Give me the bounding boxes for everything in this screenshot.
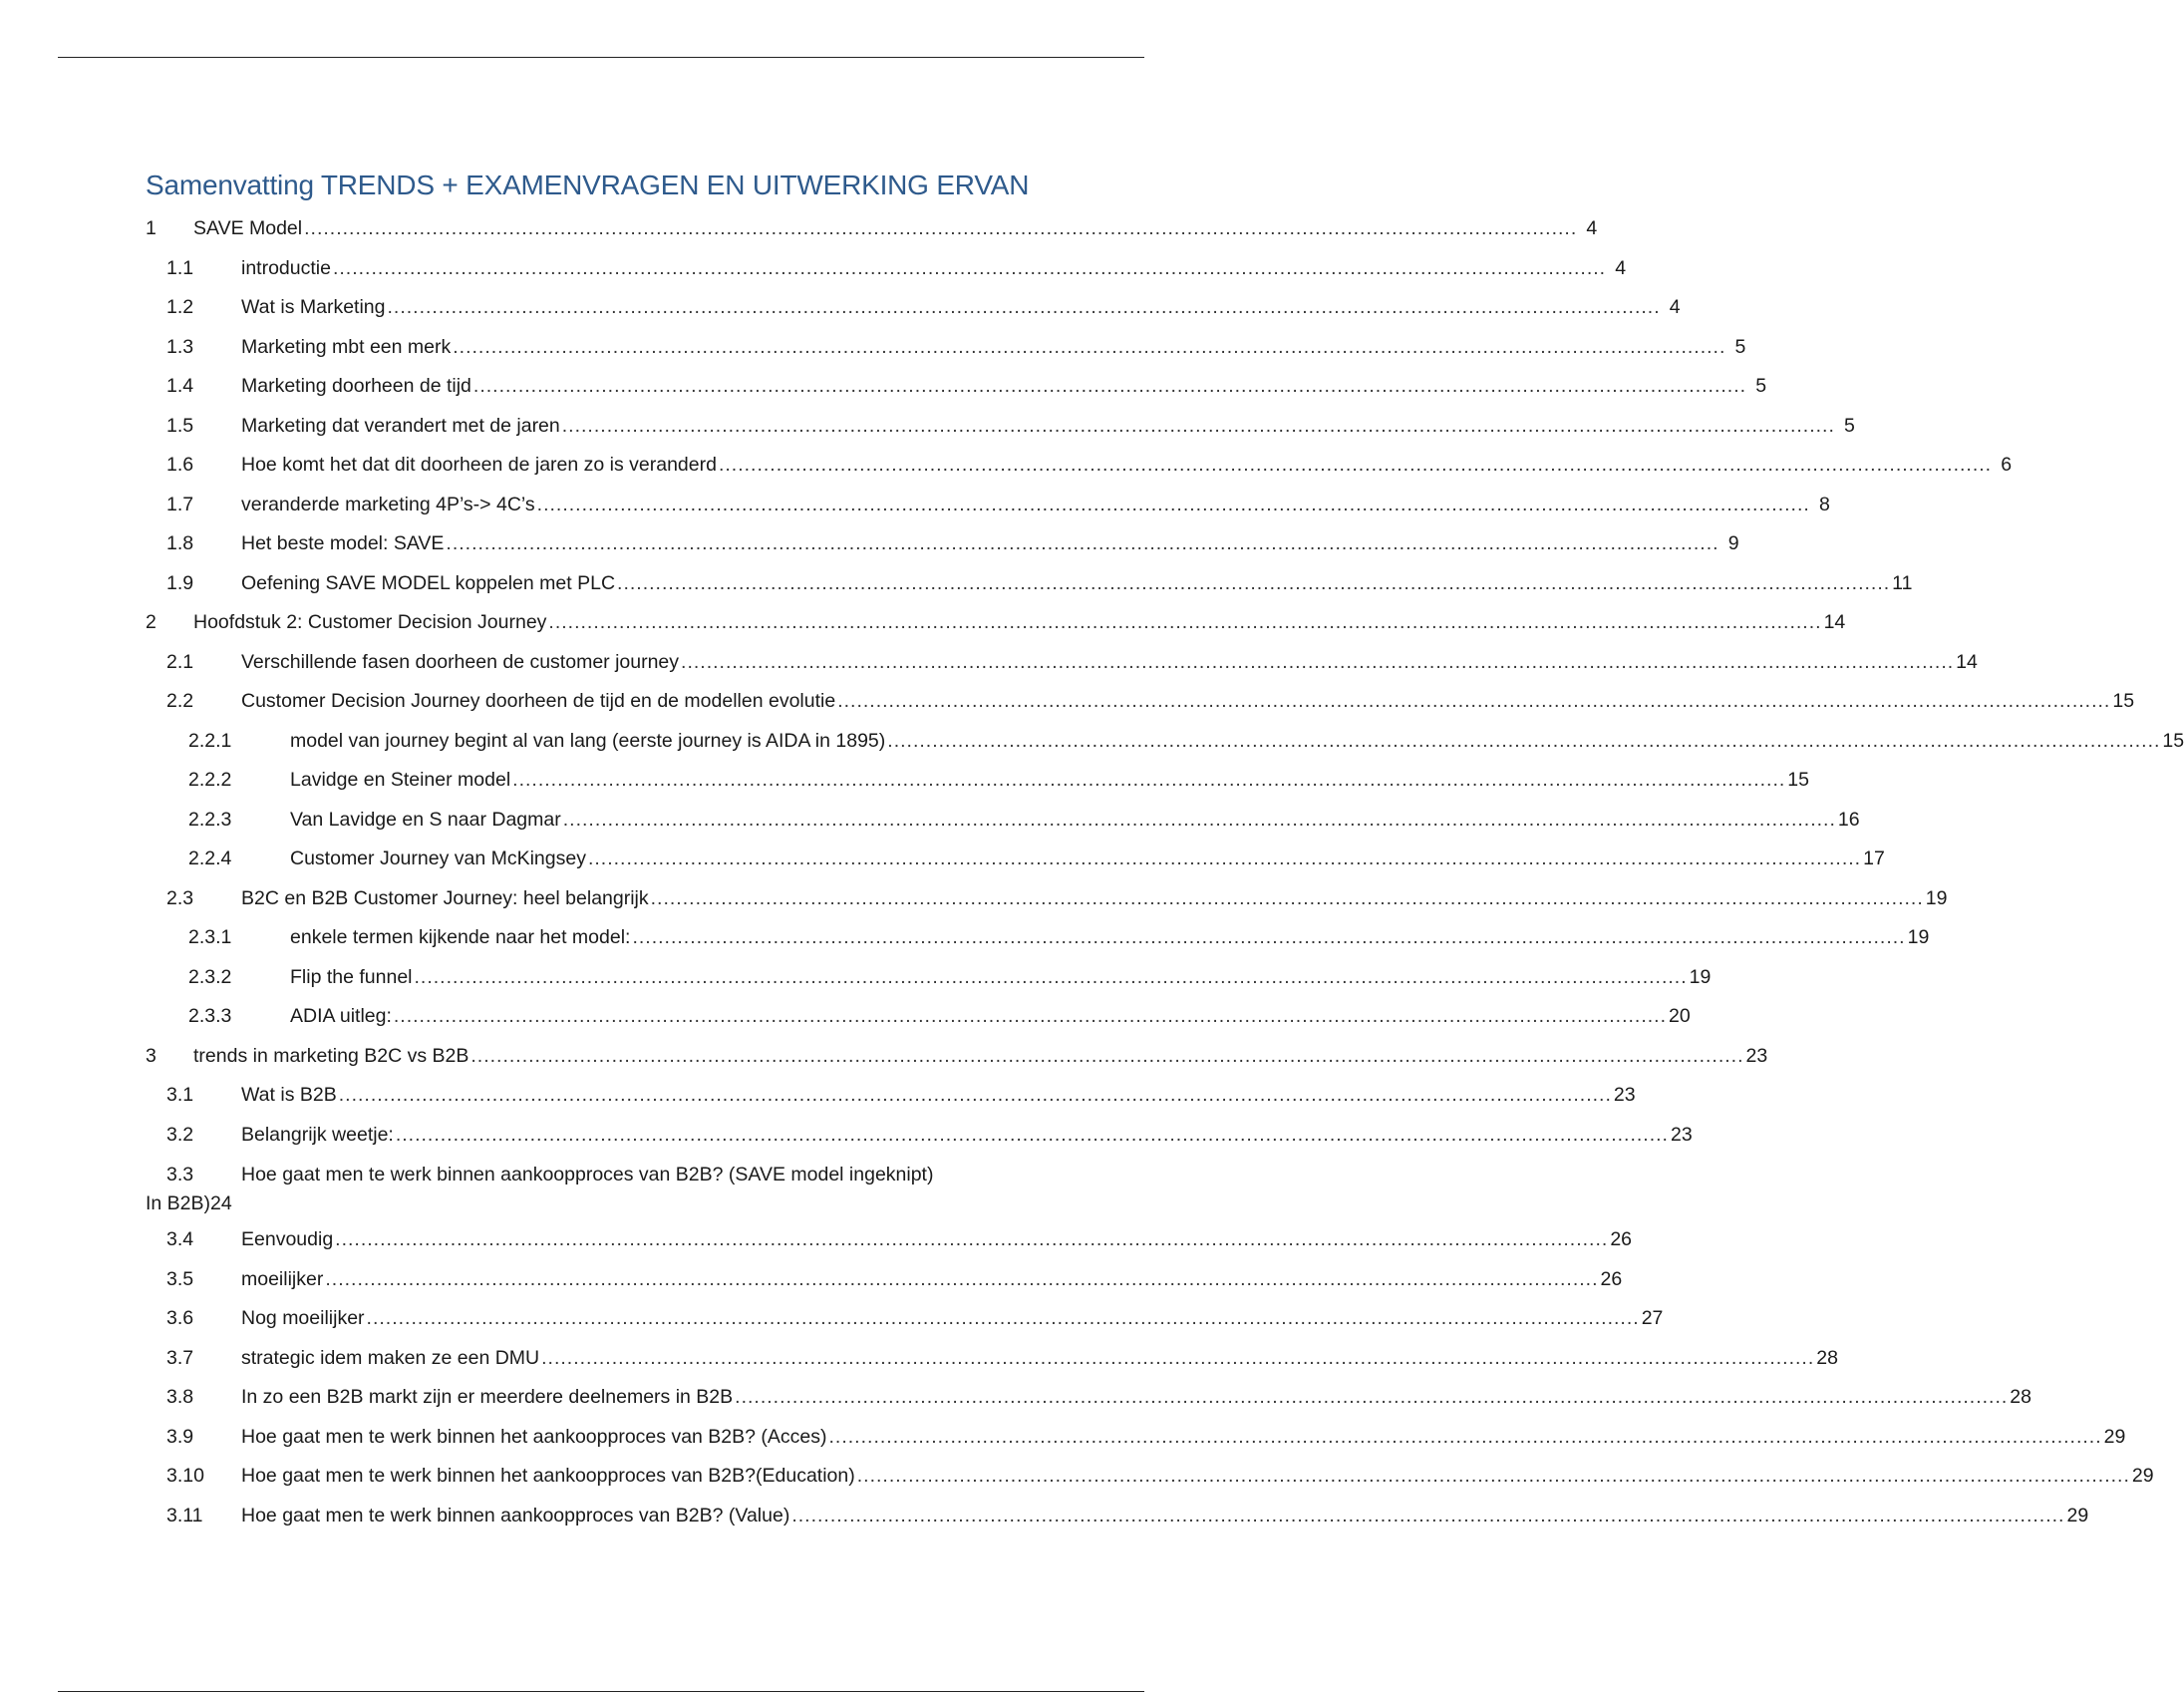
toc-entry-page: 5 — [1734, 335, 1746, 358]
toc-entry-page: 15 — [1787, 769, 1809, 791]
toc-entry-label: Customer Decision Journey doorheen de tijd en de modellen evolutie — [241, 690, 836, 712]
toc-entry-label: Customer Journey van McKingsey — [290, 848, 586, 869]
toc-dot-leader — [719, 446, 1992, 486]
toc-entry-number: 3 — [146, 1044, 156, 1067]
toc-entry[interactable] — [146, 997, 1691, 1037]
toc-entry-label: Hoe gaat men te werk binnen aankoopproces van B2B? (Value) — [241, 1504, 790, 1526]
toc-entry-page: 27 — [1641, 1307, 1664, 1329]
toc-entry[interactable] — [146, 486, 1830, 525]
toc-entry-page: 19 — [1925, 886, 1948, 909]
toc-entry[interactable] — [146, 958, 1712, 998]
toc-entry-page: 19 — [1907, 926, 1930, 948]
toc-entry-page: 5 — [1844, 414, 1855, 437]
toc-entry-label: Het beste model: SAVE — [241, 532, 445, 554]
toc-entries — [146, 209, 2184, 1535]
toc-dot-leader — [563, 801, 1836, 841]
toc-dot-leader — [537, 486, 1810, 525]
toc-entry-page: 23 — [1613, 1084, 1636, 1106]
toc-dot-leader — [651, 879, 1924, 919]
toc-dot-leader — [548, 603, 1821, 643]
toc-dot-leader — [333, 249, 1606, 289]
toc-entry-page: 17 — [1863, 848, 1885, 869]
toc-dot-leader — [473, 367, 1746, 407]
toc-entry-number: 3.7 — [166, 1346, 194, 1369]
toc-entry-label: Wat is B2B — [241, 1084, 337, 1106]
toc-dot-leader — [339, 1076, 1612, 1116]
header-rule — [58, 57, 1144, 58]
toc-entry[interactable] — [146, 446, 2013, 486]
toc-entry-number: 3.6 — [166, 1307, 194, 1329]
toc-entry-number: 2.3.1 — [188, 926, 232, 948]
toc-entry-number: 1.5 — [166, 414, 194, 437]
toc-entry[interactable] — [146, 1037, 1768, 1077]
toc-entry-label: strategic idem maken ze een DMU — [241, 1346, 540, 1369]
toc-entry-label: Nog moeilijker — [241, 1307, 365, 1329]
toc-entry-page: 29 — [2131, 1465, 2154, 1487]
toc-entry-page: 11 — [1892, 571, 1913, 594]
toc-entry-number: 3.2 — [166, 1123, 194, 1146]
toc-entry[interactable] — [146, 1299, 1664, 1339]
toc-entry-number: 1.1 — [166, 256, 194, 279]
toc-entry-label: Hoe komt het dat dit doorheen de jaren zo is veranderd — [241, 454, 717, 476]
toc-entry-page: 6 — [2001, 454, 2013, 476]
toc-dot-leader — [829, 1418, 2102, 1458]
toc-entry-page: 4 — [1669, 296, 1681, 318]
toc-dot-leader — [541, 1339, 1814, 1379]
toc-entry[interactable] — [146, 1457, 2154, 1497]
toc-dot-leader — [562, 407, 1835, 447]
toc-entry-page: 23 — [1745, 1044, 1768, 1067]
toc-entry-number: 2.2.4 — [188, 848, 232, 869]
toc-entry-number: 3.8 — [166, 1386, 194, 1408]
toc-dot-leader — [681, 643, 1954, 683]
toc-dot-leader — [588, 840, 1861, 879]
toc-entry-label: veranderde marketing 4P’s-> 4C’s — [241, 493, 535, 515]
toc-dot-leader — [735, 1378, 2008, 1418]
toc-entry[interactable] — [146, 1155, 1053, 1220]
toc-entry-label: trends in marketing B2C vs B2B — [193, 1044, 469, 1067]
toc-entry[interactable] — [146, 801, 1860, 841]
toc-entry-number: 2.1 — [166, 650, 194, 673]
toc-entry-label: ADIA uitleg: — [290, 1005, 392, 1027]
toc-entry-number: 3.10 — [166, 1465, 204, 1487]
toc-dot-leader — [857, 1457, 2130, 1497]
toc-entry-number: 3.3 — [166, 1164, 194, 1186]
toc-entry-number: 3.9 — [166, 1425, 194, 1448]
toc-entry-label: SAVE Model — [193, 217, 303, 239]
toc-entry[interactable] — [146, 524, 1739, 564]
toc-entry-number: 3.11 — [166, 1504, 203, 1526]
toc-entry-number: 2.3 — [166, 886, 194, 909]
toc-entry-number: 1.3 — [166, 335, 194, 358]
toc-entry[interactable] — [146, 603, 1846, 643]
toc-entry-label: B2C en B2B Customer Journey: heel belangrijk — [241, 886, 649, 909]
toc-dot-leader — [446, 524, 1718, 564]
toc-entry-label: introductie — [241, 256, 331, 279]
toc-dot-leader — [837, 682, 2110, 722]
toc-entry-label: Hoe gaat men te werk binnen het aankoopproces van B2B? (Acces) — [241, 1425, 827, 1448]
toc-entry-label: Flip the funnel — [290, 965, 413, 988]
toc-entry-number: 2.2 — [166, 690, 194, 712]
toc-entry[interactable] — [146, 1220, 1633, 1260]
toc-dot-leader — [387, 288, 1660, 328]
toc-entry-label: Van Lavidge en S naar Dagmar — [290, 808, 561, 831]
toc-entry-page: 28 — [2010, 1386, 2031, 1408]
toc-entry[interactable] — [146, 328, 1746, 368]
toc-dot-leader — [304, 209, 1577, 249]
toc-entry[interactable] — [146, 918, 1930, 958]
toc-entry-continuation: In B2B)24 — [146, 1192, 232, 1214]
footer-rule — [58, 1691, 1144, 1692]
toc-dot-leader — [617, 564, 1890, 604]
toc-entry-number: 3.1 — [166, 1084, 194, 1106]
toc-dot-leader — [791, 1497, 2064, 1536]
toc-entry-page: 4 — [1586, 217, 1598, 239]
toc-entry-number: 3.4 — [166, 1228, 194, 1250]
table-of-contents — [146, 170, 2184, 1535]
toc-dot-leader — [335, 1220, 1608, 1260]
toc-entry[interactable] — [146, 761, 1809, 801]
toc-dot-leader — [415, 958, 1688, 998]
toc-entry-number: 2 — [146, 611, 156, 633]
toc-entry-number: 1.9 — [166, 571, 194, 594]
document-title: Samenvatting TRENDS + EXAMENVRAGEN EN UITWERKING ERVAN — [146, 170, 1030, 200]
toc-entry[interactable] — [146, 1418, 2126, 1458]
toc-entry[interactable] — [146, 407, 1855, 447]
toc-entry-label: Hoe gaat men te werk binnen het aankoopproces van B2B?(Education) — [241, 1465, 855, 1487]
toc-entry-label: Eenvoudig — [241, 1228, 334, 1250]
toc-entry-page: 23 — [1670, 1123, 1693, 1146]
toc-entry[interactable] — [146, 1076, 1636, 1116]
toc-entry-number: 2.2.3 — [188, 808, 232, 831]
toc-entry-page: 4 — [1615, 256, 1627, 279]
toc-entry-page: 26 — [1600, 1267, 1623, 1290]
toc-entry[interactable] — [146, 1339, 1838, 1379]
toc-entry-page: 15 — [2112, 690, 2135, 712]
toc-entry-label: Marketing mbt een merk — [241, 335, 452, 358]
toc-entry-label: Hoofdstuk 2: Customer Decision Journey — [193, 611, 547, 633]
toc-entry-label: Marketing doorheen de tijd — [241, 375, 471, 397]
toc-entry-number: 1.4 — [166, 375, 194, 397]
toc-entry-number: 1.6 — [166, 454, 194, 476]
toc-entry-page: 29 — [2066, 1504, 2089, 1526]
toc-entry-page: 5 — [1755, 375, 1767, 397]
toc-entry[interactable] — [146, 209, 1598, 249]
toc-entry-number: 1.2 — [166, 296, 194, 318]
toc-entry-number: 3.5 — [166, 1267, 194, 1290]
toc-entry-label: model van journey begint al van lang (eerste journey is AIDA in 1895) — [290, 729, 886, 752]
toc-dot-leader — [396, 1116, 1669, 1156]
toc-entry[interactable] — [146, 1260, 1623, 1300]
toc-dot-leader — [632, 918, 1905, 958]
toc-dot-leader — [453, 328, 1725, 368]
toc-entry-number: 2.3.3 — [188, 1005, 232, 1027]
toc-entry-page: 26 — [1610, 1228, 1633, 1250]
toc-entry[interactable] — [146, 1116, 1693, 1156]
toc-dot-leader — [394, 997, 1667, 1037]
toc-entry-page: 28 — [1816, 1346, 1838, 1369]
toc-entry-page: 20 — [1669, 1005, 1691, 1027]
toc-entry-label: Verschillende fasen doorheen de customer journey — [241, 650, 680, 673]
toc-entry[interactable] — [146, 840, 1885, 879]
toc-entry-label: enkele termen kijkende naar het model: — [290, 926, 631, 948]
toc-entry-number: 2.2.1 — [188, 729, 232, 752]
toc-dot-leader — [512, 761, 1785, 801]
toc-entry-number: 1 — [146, 217, 156, 239]
toc-entry-page: 15 — [2162, 729, 2184, 752]
toc-entry-page: 14 — [1956, 650, 1978, 673]
toc-entry-page: 9 — [1727, 532, 1739, 554]
toc-entry[interactable] — [146, 879, 1948, 919]
toc-entry-number: 1.8 — [166, 532, 194, 554]
toc-entry-page: 19 — [1689, 965, 1712, 988]
toc-entry-label: moeilijker — [241, 1267, 324, 1290]
toc-entry-page: 16 — [1837, 808, 1860, 831]
toc-entry-label: Oefening SAVE MODEL koppelen met PLC — [241, 571, 616, 594]
toc-entry[interactable] — [146, 249, 1627, 289]
toc-entry-number: 1.7 — [166, 493, 194, 515]
toc-entry-page: 8 — [1818, 493, 1830, 515]
toc-entry-page: 14 — [1823, 611, 1846, 633]
toc-entry[interactable] — [146, 564, 1913, 604]
toc-entry-label: In zo een B2B markt zijn er meerdere deelnemers in B2B — [241, 1386, 734, 1408]
toc-entry-number: 2.2.2 — [188, 769, 232, 791]
toc-entry-label: Hoe gaat men te werk binnen aankoopproces van B2B? (SAVE model ingeknipt) — [241, 1164, 934, 1186]
toc-entry-page: 29 — [2103, 1425, 2126, 1448]
toc-entry[interactable] — [146, 1497, 2089, 1536]
toc-entry-number: 2.3.2 — [188, 965, 232, 988]
toc-dot-leader — [325, 1260, 1598, 1300]
toc-dot-leader — [887, 722, 2160, 762]
toc-entry[interactable] — [146, 643, 1978, 683]
toc-entry-label: Lavidge en Steiner model — [290, 769, 511, 791]
toc-entry-label: Wat is Marketing — [241, 296, 386, 318]
toc-dot-leader — [367, 1299, 1640, 1339]
toc-entry[interactable] — [146, 367, 1767, 407]
toc-entry[interactable] — [146, 682, 2135, 722]
toc-entry[interactable] — [146, 722, 2184, 762]
toc-entry-label: Marketing dat verandert met de jaren — [241, 414, 560, 437]
toc-dot-leader — [470, 1037, 1743, 1077]
toc-entry[interactable] — [146, 1378, 2031, 1418]
toc-entry-label: Belangrijk weetje: — [241, 1123, 394, 1146]
toc-entry[interactable] — [146, 288, 1681, 328]
